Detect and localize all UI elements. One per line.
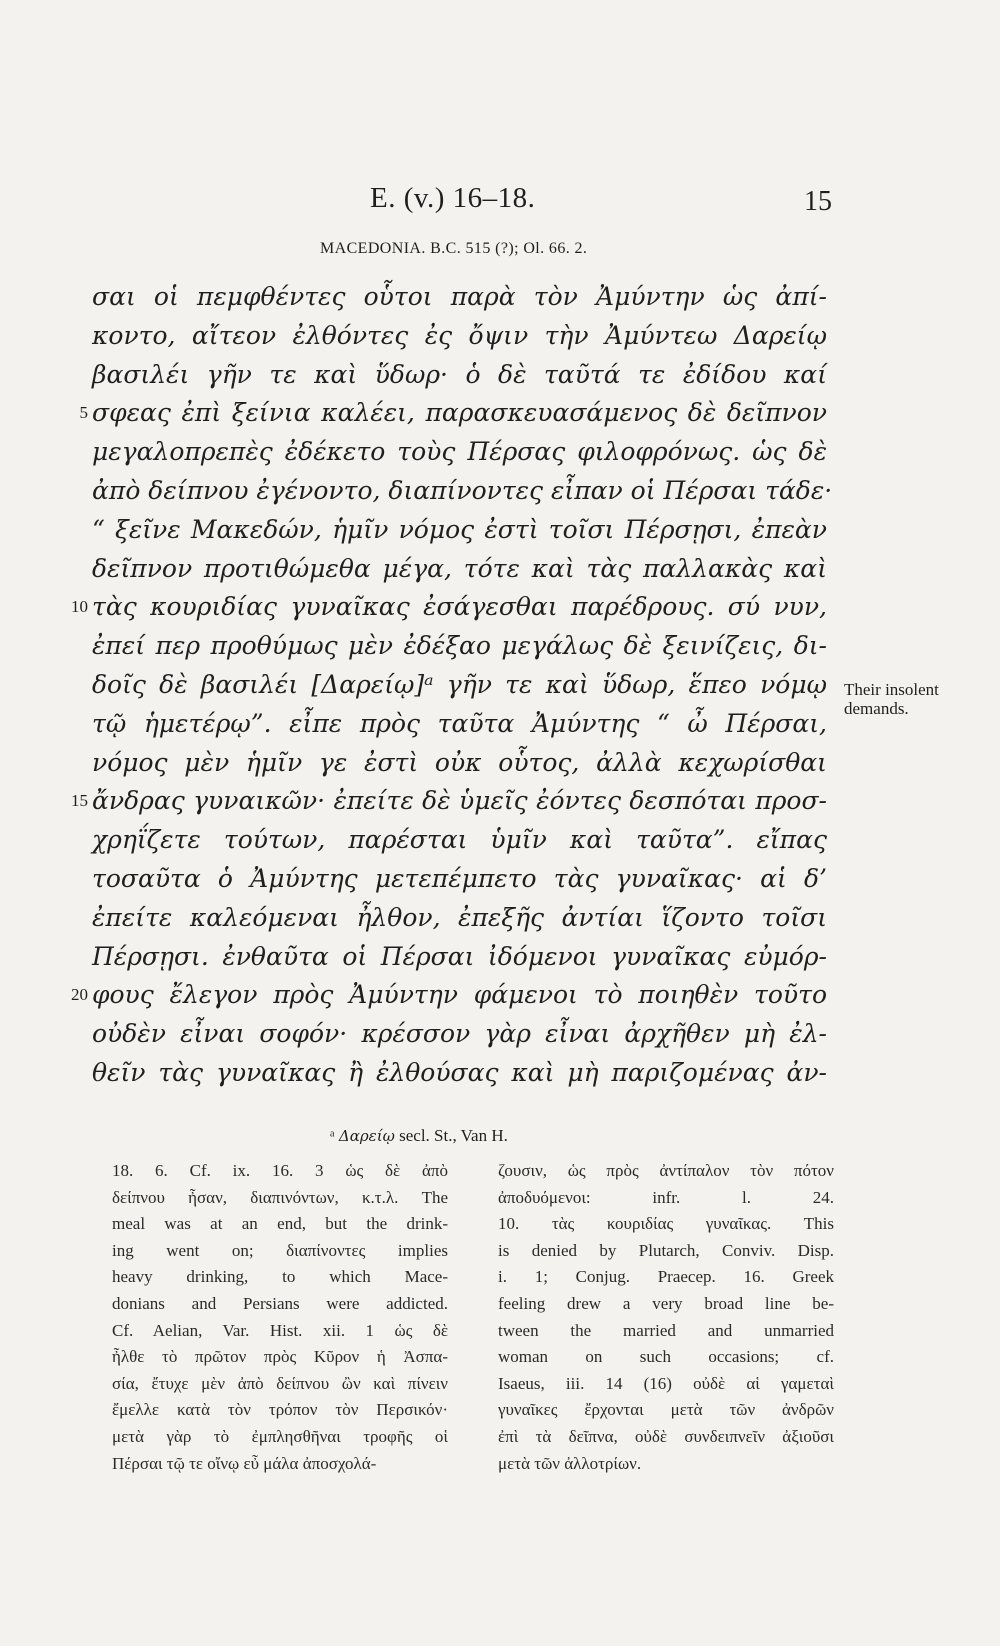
text-line: τὰς κουριδίας γυναῖκας ἐσάγεσθαι παρέδρους. σύ νυν, bbox=[92, 592, 827, 622]
commentary-line: σία, ἔτυχε μὲν ἀπὸ δείπνου ὢν καὶ πίνειν bbox=[112, 1373, 448, 1393]
commentary-line: 18. 6. Cf. ix. 16. 3 ὡς δὲ ἀπὸ bbox=[112, 1161, 448, 1180]
line-number: 20 bbox=[71, 985, 88, 1005]
text-line: νόμος μὲν ἡμῖν γε ἐστὶ οὐκ οὗτος, ἀλλὰ κεχωρίσθαι bbox=[92, 747, 827, 777]
commentary-line: ζουσιν, ὡς πρὸς ἀντίπαλον τὸν πότον bbox=[498, 1161, 834, 1180]
text-line: μεγαλοπρεπὲς ἐδέκετο τοὺς Πέρσας φιλοφρόνως. ὡς δὲ bbox=[92, 437, 827, 467]
text-line: σαι οἱ πεμφθέντες οὗτοι παρὰ τὸν Ἀμύντην ὡς ἀπί- bbox=[92, 282, 827, 311]
commentary-line: γυναῖκες ἔρχονται μετὰ τῶν ἀνδρῶν bbox=[498, 1400, 834, 1420]
text-line: ἀπὸ δείπνου ἐγένοντο, διαπίνοντες εἶπαν οἱ Πέρσαι τάδε· bbox=[92, 475, 833, 505]
text-line: θεῖν τὰς γυναῖκας ἢ ἐλθούσας καὶ μὴ παριζομένας ἀν- bbox=[92, 1057, 827, 1087]
footnote-greek: Δαρείῳ bbox=[338, 1127, 395, 1145]
commentary-line: is denied by Plutarch, Conviv. Disp. bbox=[498, 1240, 834, 1260]
commentary-line: heavy drinking, to which Mace- bbox=[112, 1267, 448, 1287]
text-line: δοῖς δὲ βασιλέι [Δαρείῳ]ᵃ γῆν τε καὶ ὕδωρ, ἕπεο νόμῳ bbox=[92, 669, 827, 699]
commentary-left-column bbox=[112, 1158, 448, 1477]
commentary-line: woman on such occasions; cf. bbox=[498, 1347, 834, 1367]
text-line: οὐδὲν εἶναι σοφόν· κρέσσον γὰρ εἶναι ἀρχῆθεν μὴ ἐλ- bbox=[92, 1019, 827, 1049]
text-line: ἄνδρας γυναικῶν· ἐπείτε δὲ ὑμεῖς ἐόντες δεσπόται προσ- bbox=[92, 786, 827, 816]
main-text bbox=[71, 278, 833, 1093]
commentary-line: ἐπὶ τὰ δεῖπνα, οὐδὲ συνδειπνεῖν ἀξιοῦσι bbox=[498, 1426, 834, 1446]
running-head bbox=[0, 182, 1000, 222]
commentary-line: ἀποδυόμενοι: infr. l. 24. bbox=[498, 1187, 834, 1207]
commentary-line: feeling drew a very broad line be- bbox=[498, 1293, 834, 1313]
commentary-line: Πέρσαι τῷ τε οἴνῳ εὖ μάλα ἀποσχολά- bbox=[112, 1453, 377, 1473]
footnote-mark: ᵃ bbox=[330, 1126, 335, 1145]
line-number: 15 bbox=[71, 791, 88, 811]
commentary-line: 10. τὰς κουριδίας γυναῖκας. This bbox=[498, 1214, 834, 1234]
text-line: σφεας ἐπὶ ξείνια καλέει, παρασκευασάμενος δὲ δεῖπνον bbox=[92, 398, 827, 428]
text-line: Πέρσῃσι. ἐνθαῦτα οἱ Πέρσαι ἰδόμενοι γυναῖκας εὐμόρ- bbox=[92, 941, 827, 971]
commentary-line: Isaeus, iii. 14 (16) οὐδὲ αἱ γαμεταὶ bbox=[498, 1373, 834, 1393]
commentary-line: Cf. Aelian, Var. Hist. xii. 1 ὡς δὲ bbox=[112, 1320, 448, 1340]
footnote bbox=[330, 1126, 508, 1146]
text-line: ἐπείτε καλεόμεναι ἦλθον, ἐπεξῆς ἀντίαι ἵζοντο τοῖσι bbox=[92, 902, 827, 932]
commentary bbox=[112, 1158, 834, 1477]
text-line: δεῖπνον προτιθώμεθα μέγα, τότε καὶ τὰς παλλακὰς καὶ bbox=[92, 553, 827, 583]
commentary-line: donians and Persians were addicted. bbox=[112, 1293, 448, 1313]
commentary-line: ἦλθε τὸ πρῶτον πρὸς Κῦρον ἡ Ἀσπα- bbox=[112, 1347, 448, 1367]
section-reference: E. (v.) 16–18. bbox=[370, 182, 536, 214]
text-line: κοντο, αἴτεον ἐλθόντες ἐς ὄψιν τὴν Ἀμύντεω Δαρείῳ bbox=[92, 320, 827, 350]
line-number: 5 bbox=[79, 403, 88, 423]
text-line: χρηΐζετε τούτων, παρέσται ὑμῖν καὶ ταῦτα”. εἴπας bbox=[92, 825, 827, 855]
commentary-line: μετὰ γὰρ τὸ ἐμπλησθῆναι τροφῆς οἱ bbox=[112, 1426, 448, 1446]
commentary-line: ἔμελλε κατὰ τὸν τρόπον τὸν Περσικόν· bbox=[112, 1400, 448, 1420]
commentary-right-column bbox=[498, 1158, 834, 1477]
text-line: τῷ ἡμετέρῳ”. εἶπε πρὸς ταῦτα Ἀμύντης “ ὦ Πέρσαι, bbox=[92, 708, 827, 738]
text-line: ἐπεί περ προθύμως μὲν ἐδέξαο μεγάλως δὲ ξεινίζεις, δι- bbox=[92, 631, 827, 661]
text-line: φους ἔλεγον πρὸς Ἀμύντην φάμενοι τὸ ποιηθὲν τοῦτο bbox=[92, 980, 827, 1010]
side-note: Their insolent demands. bbox=[844, 680, 939, 718]
line-number: 10 bbox=[71, 597, 88, 617]
commentary-line: δείπνου ἦσαν, διαπινόντων, κ.τ.λ. The bbox=[112, 1187, 448, 1207]
text-line: βασιλέι γῆν τε καὶ ὕδωρ· ὁ δὲ ταῦτά τε ἐδίδου καί bbox=[92, 359, 827, 389]
footnote-text: secl. St., Van H. bbox=[399, 1126, 508, 1145]
text-line: “ ξεῖνε Μακεδών, ἡμῖν νόμος ἐστὶ τοῖσι Πέρσῃσι, ἐπεὰν bbox=[92, 514, 827, 544]
text-line: τοσαῦτα ὁ Ἀμύντης μετεπέμπετο τὰς γυναῖκας· αἱ δ’ bbox=[92, 863, 827, 893]
commentary-line: meal was at an end, but the drink- bbox=[112, 1214, 448, 1234]
subheading: MACEDONIA. B.C. 515 (?); Ol. 66. 2. bbox=[320, 240, 588, 257]
commentary-line: μετὰ τῶν ἀλλοτρίων. bbox=[498, 1453, 642, 1473]
commentary-line: ing went on; διαπίνοντες implies bbox=[112, 1240, 448, 1260]
commentary-line: i. 1; Conjug. Praecep. 16. Greek bbox=[498, 1267, 834, 1287]
commentary-line: tween the married and unmarried bbox=[498, 1320, 834, 1340]
page-number: 15 bbox=[804, 186, 832, 217]
